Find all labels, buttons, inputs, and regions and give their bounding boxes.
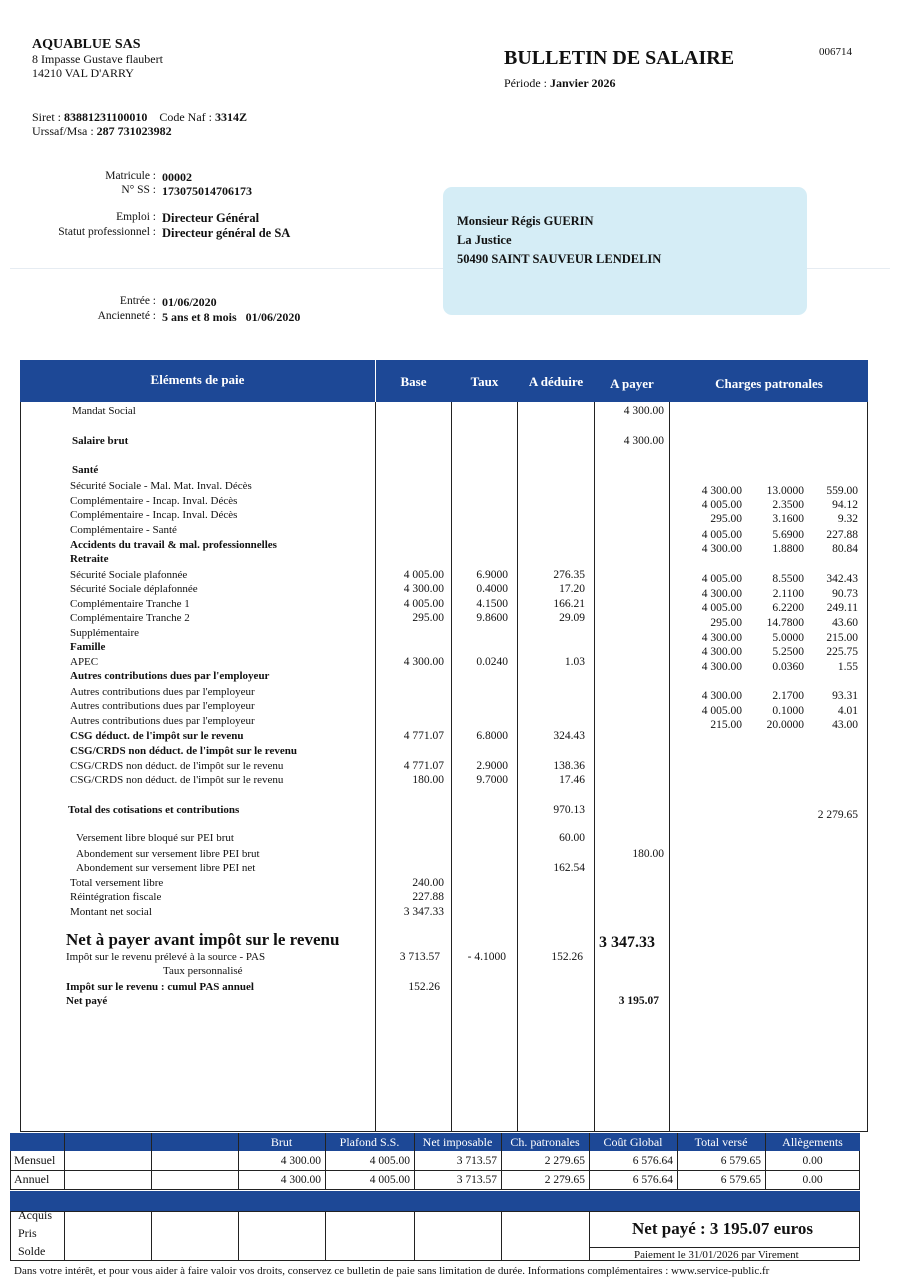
pay-row-payer: 180.00 — [632, 848, 664, 860]
charge-montant: 2 279.65 — [817, 809, 858, 821]
pay-row — [0, 435, 910, 450]
summary-header-cell: Allègements — [782, 1135, 843, 1149]
urssaf-label: Urssaf/Msa : — [32, 124, 94, 138]
pay-row-taux: 9.7000 — [476, 774, 508, 786]
pay-row-base: 180.00 — [412, 774, 444, 786]
pay-row-base: 4 300.00 — [403, 583, 444, 595]
pay-row-label: Supplémentaire — [70, 627, 140, 639]
pay-row-deduction: 17.20 — [559, 583, 585, 595]
pay-row-label: Complémentaire - Incap. Inval. Décès — [70, 495, 238, 507]
urssaf-value: 287 731023982 — [96, 124, 172, 138]
charge-montant: 342.43 — [826, 573, 858, 585]
pay-row-label: CSG/CRDS non déduct. de l'impôt sur le revenu — [70, 774, 284, 786]
summary-row-label: Mensuel — [14, 1153, 56, 1167]
pay-row-deduction: 1.03 — [564, 656, 585, 668]
pay-row-taux: 6.8000 — [476, 730, 508, 742]
pay-row — [0, 760, 910, 775]
pay-row — [0, 553, 910, 568]
pay-row-label: Accidents du travail & mal. professionnelles — [70, 539, 277, 551]
pay-row — [0, 862, 910, 877]
header-base: Base — [400, 374, 427, 389]
anciennete-duration: 5 ans et 8 mois — [162, 310, 237, 324]
siret-value: 83881231100010 — [64, 110, 148, 124]
header-charges: Charges patronales — [715, 376, 823, 391]
pay-row-deduction: 166.21 — [553, 598, 585, 610]
charge-montant: 94.12 — [832, 499, 858, 511]
employer-address1: 8 Impasse Gustave flaubert — [32, 52, 163, 66]
summary-cell: 4 300.00 — [280, 1155, 321, 1167]
net-paye-value: 3 195.07 — [618, 995, 659, 1007]
conges-divider — [151, 1211, 152, 1261]
charge-base: 4 300.00 — [701, 632, 742, 644]
pay-row-label: Santé — [72, 464, 99, 476]
pay-row-base: 3 347.33 — [403, 906, 444, 918]
pay-row-taux: 6.9000 — [476, 569, 508, 581]
conges-divider — [238, 1211, 239, 1261]
pay-row-label: Autres contributions dues par l'employeur — [70, 686, 255, 698]
pay-row — [0, 774, 910, 789]
summary-divider — [151, 1133, 152, 1190]
pay-row-base: 4 005.00 — [403, 598, 444, 610]
charge-montant: 225.75 — [826, 646, 858, 658]
summary-cell: 6 579.65 — [720, 1174, 761, 1186]
pay-row-label: Total versement libre — [70, 877, 164, 889]
pay-row-taux: 4.1500 — [476, 598, 508, 610]
pas-taux: - 4.1000 — [467, 951, 506, 963]
summary-header-cell: Plafond S.S. — [339, 1135, 400, 1149]
pay-row-deduction: 17.46 — [559, 774, 585, 786]
pay-row-label: Complémentaire Tranche 2 — [70, 612, 190, 624]
summary-row-divider — [10, 1170, 860, 1171]
conges-solde: Solde — [18, 1244, 46, 1258]
conges-acquis: Acquis — [18, 1208, 52, 1222]
charge-taux: 0.1000 — [772, 705, 804, 717]
summary-header-cell: Coût Global — [603, 1135, 663, 1149]
pay-row-label: CSG/CRDS non déduct. de l'impôt sur le revenu — [70, 760, 284, 772]
pay-row-label: Retraite — [70, 553, 109, 565]
pay-row — [0, 906, 910, 921]
pay-row-deduction: 138.36 — [553, 760, 585, 772]
summary-row-label: Annuel — [14, 1172, 50, 1186]
pay-row-label: Complémentaire - Santé — [70, 524, 177, 536]
pay-row-label: Sécurité Sociale - Mal. Mat. Inval. Décès — [70, 480, 252, 492]
charge-taux: 2.1100 — [772, 588, 804, 600]
charge-base: 215.00 — [710, 719, 742, 731]
charge-taux: 2.3500 — [772, 499, 804, 511]
cumul-base: 152.26 — [408, 981, 440, 993]
footer-note: Dans votre intérêt, et pour vous aider à faire valoir vos droits, conservez ce bulletin de paie sans limitation de durée. Informations complémentaires : www.service-public.fr — [14, 1265, 770, 1277]
employer-address2: 14210 VAL D'ARRY — [32, 66, 134, 80]
summary-header-cell: Total versé — [694, 1135, 748, 1149]
charge-montant: 1.55 — [837, 661, 858, 673]
conges-divider — [64, 1211, 65, 1261]
period-value: Janvier 2026 — [550, 76, 616, 90]
siret-label: Siret : — [32, 110, 61, 124]
conges-divider — [325, 1211, 326, 1261]
charge-taux: 8.5500 — [772, 573, 804, 585]
summary-cell: 3 713.57 — [456, 1174, 497, 1186]
header-payer: A payer — [610, 376, 654, 391]
recipient-line2: La Justice — [457, 233, 512, 247]
emploi-label: Emploi : — [116, 211, 156, 223]
pas-sublabel: Taux personnalisé — [163, 965, 243, 977]
anciennete-value — [162, 310, 300, 325]
recipient-name: Monsieur Régis GUERIN — [457, 214, 594, 228]
pay-row-label: Sécurité Sociale déplafonnée — [70, 583, 198, 595]
pay-row-label: Versement libre bloqué sur PEI brut — [76, 832, 234, 844]
matricule-label: Matricule : — [105, 170, 156, 182]
pay-row-label: Sécurité Sociale plafonnée — [70, 569, 188, 581]
charge-montant: 90.73 — [832, 588, 858, 600]
charge-taux: 5.0000 — [772, 632, 804, 644]
pay-row-label: Montant net social — [70, 906, 152, 918]
summary-header-cell: Net imposable — [422, 1135, 493, 1149]
matricule-value: 00002 — [162, 170, 192, 184]
pay-row-label: Autres contributions dues par l'employeur — [70, 715, 255, 727]
charge-montant: 80.84 — [832, 543, 858, 555]
charge-base: 4 300.00 — [701, 485, 742, 497]
conges-bar — [10, 1191, 860, 1211]
period — [504, 76, 615, 91]
summary-cell: 4 005.00 — [369, 1155, 410, 1167]
pay-row — [0, 670, 910, 685]
paiement-info: Paiement le 31/01/2026 par Virement — [634, 1249, 799, 1261]
charge-base: 4 005.00 — [701, 573, 742, 585]
pay-row-label: Autres contributions dues par l'employeur — [70, 700, 255, 712]
pay-row-label: Complémentaire Tranche 1 — [70, 598, 190, 610]
net-avant-impot-value: 3 347.33 — [599, 934, 655, 951]
summary-cell: 0.00 — [802, 1174, 823, 1186]
cumul-row — [0, 981, 910, 996]
pay-row — [0, 464, 910, 479]
pay-row-base: 4 300.00 — [403, 656, 444, 668]
charge-base: 4 300.00 — [701, 661, 742, 673]
charge-taux: 20.0000 — [766, 719, 804, 731]
pay-row-label: Abondement sur versement libre PEI brut — [76, 848, 260, 860]
charge-taux: 1.8800 — [772, 543, 804, 555]
pay-row-label: APEC — [70, 656, 99, 668]
summary-cell: 4 300.00 — [280, 1174, 321, 1186]
summary-cell: 3 713.57 — [456, 1155, 497, 1167]
period-label: Période : — [504, 76, 547, 90]
summary-cell: 2 279.65 — [544, 1155, 585, 1167]
summary-cell: 0.00 — [802, 1155, 823, 1167]
net-paye-final: Net payé : 3 195.07 euros — [632, 1219, 813, 1238]
anciennete-label: Ancienneté : — [97, 310, 156, 322]
charge-montant: 249.11 — [826, 602, 858, 614]
pay-row-taux: 0.0240 — [476, 656, 508, 668]
charge-montant: 215.00 — [826, 632, 858, 644]
charge-taux: 3.1600 — [772, 513, 804, 525]
charge-montant: 227.88 — [826, 529, 858, 541]
pay-row — [0, 405, 910, 420]
pas-label: Impôt sur le revenu prélevé à la source - PAS — [66, 951, 266, 963]
charge-base: 4 005.00 — [701, 602, 742, 614]
summary-header-cell: Brut — [270, 1135, 293, 1149]
pay-row-taux: 2.9000 — [476, 760, 508, 772]
header-elements: Eléments de paie — [150, 372, 245, 387]
summary-cell: 2 279.65 — [544, 1174, 585, 1186]
charge-taux: 14.7800 — [766, 617, 804, 629]
charge-taux: 0.0360 — [772, 661, 804, 673]
pay-row-label: CSG déduct. de l'impôt sur le revenu — [70, 730, 244, 742]
charge-montant: 43.00 — [832, 719, 858, 731]
pay-row-label: CSG/CRDS non déduct. de l'impôt sur le revenu — [70, 745, 297, 757]
emploi-value: Directeur Général — [162, 211, 260, 225]
charge-taux: 6.2200 — [772, 602, 804, 614]
pay-row-base: 4 771.07 — [403, 730, 444, 742]
pas-base: 3 713.57 — [399, 951, 440, 963]
conges-pris: Pris — [18, 1226, 37, 1240]
charge-montant: 4.01 — [837, 705, 858, 717]
pay-row-base: 4 771.07 — [403, 760, 444, 772]
pay-row-deduction: 60.00 — [559, 832, 585, 844]
charge-base: 4 300.00 — [701, 690, 742, 702]
charge-taux: 5.6900 — [772, 529, 804, 541]
pay-row-base: 227.88 — [412, 891, 444, 903]
summary-cell: 4 005.00 — [369, 1174, 410, 1186]
pay-row-payer: 4 300.00 — [623, 435, 664, 447]
pay-row-label: Autres contributions dues par l'employeur — [70, 670, 270, 682]
document-number: 006714 — [819, 46, 852, 58]
pas-ded: 152.26 — [551, 951, 583, 963]
charges-row — [0, 809, 910, 824]
pay-row — [0, 877, 910, 892]
pay-row-label: Total des cotisations et contributions — [68, 804, 240, 816]
entree-value: 01/06/2020 — [162, 295, 217, 309]
statut-value: Directeur général de SA — [162, 226, 291, 240]
summary-cell: 6 576.64 — [632, 1174, 673, 1186]
pay-row-deduction: 276.35 — [553, 569, 585, 581]
naf-value: 3314Z — [215, 110, 248, 124]
pay-row-taux: 0.4000 — [476, 583, 508, 595]
pay-row-label: Abondement sur versement libre PEI net — [76, 862, 256, 874]
conges-divider — [589, 1211, 590, 1261]
net-avant-impot-label: Net à payer avant impôt sur le revenu — [66, 930, 340, 949]
charge-montant: 559.00 — [826, 485, 858, 497]
charge-base: 295.00 — [710, 617, 742, 629]
charge-base: 4 300.00 — [701, 543, 742, 555]
pay-row-payer: 4 300.00 — [623, 405, 664, 417]
pay-row-deduction: 29.09 — [559, 612, 585, 624]
charge-montant: 43.60 — [832, 617, 858, 629]
recipient-box — [443, 187, 807, 315]
charge-base: 295.00 — [710, 513, 742, 525]
pay-row-base: 4 005.00 — [403, 569, 444, 581]
document-title: BULLETIN DE SALAIRE — [504, 47, 735, 69]
pay-row — [0, 832, 910, 847]
urssaf-line — [32, 124, 172, 139]
siret-line — [32, 110, 247, 125]
net-paye-underline — [590, 1247, 860, 1248]
anciennete-date: 01/06/2020 — [245, 310, 301, 324]
net-paye-row — [0, 995, 910, 1010]
charge-montant: 93.31 — [832, 690, 858, 702]
pay-row-deduction: 970.13 — [553, 804, 585, 816]
summary-cell: 6 576.64 — [632, 1155, 673, 1167]
statut-label: Statut professionnel : — [58, 226, 156, 238]
net-paye-label: Net payé — [66, 995, 108, 1007]
charge-taux: 5.2500 — [772, 646, 804, 658]
header-taux: Taux — [470, 374, 499, 389]
pay-row-deduction: 162.54 — [553, 862, 585, 874]
charge-taux: 13.0000 — [766, 485, 804, 497]
pay-row-label: Réintégration fiscale — [70, 891, 162, 903]
conges-divider — [414, 1211, 415, 1261]
header-deduire: A déduire — [528, 374, 584, 389]
pay-row-label: Complémentaire - Incap. Inval. Décès — [70, 509, 238, 521]
charge-base: 4 300.00 — [701, 588, 742, 600]
ss-label: N° SS : — [121, 184, 156, 196]
pay-row-base: 240.00 — [412, 877, 444, 889]
pas-row — [0, 951, 910, 966]
pay-row-base: 295.00 — [412, 612, 444, 624]
naf-label: Code Naf : — [159, 110, 212, 124]
cumul-label: Impôt sur le revenu : cumul PAS annuel — [66, 981, 254, 993]
charge-base: 4 005.00 — [701, 705, 742, 717]
pay-row-deduction: 324.43 — [553, 730, 585, 742]
pay-row-label: Salaire brut — [72, 435, 129, 447]
employer-name: AQUABLUE SAS — [32, 37, 141, 52]
pay-row — [0, 730, 910, 745]
pay-row — [0, 891, 910, 906]
entree-label: Entrée : — [119, 295, 156, 307]
pay-row-label: Famille — [70, 641, 106, 653]
pay-row-label: Mandat Social — [72, 405, 136, 417]
conges-divider — [501, 1211, 502, 1261]
recipient-line3: 50490 SAINT SAUVEUR LENDELIN — [457, 252, 662, 266]
charge-base: 4 005.00 — [701, 499, 742, 511]
charge-montant: 9.32 — [837, 513, 858, 525]
summary-header-cell: Ch. patronales — [510, 1135, 580, 1149]
ss-value: 173075014706173 — [162, 184, 252, 198]
pay-row-taux: 9.8600 — [476, 612, 508, 624]
summary-cell: 6 579.65 — [720, 1155, 761, 1167]
summary-divider — [64, 1133, 65, 1190]
charge-taux: 2.1700 — [772, 690, 804, 702]
charge-base: 4 300.00 — [701, 646, 742, 658]
pay-row — [0, 848, 910, 863]
pay-row — [0, 745, 910, 760]
charge-base: 4 005.00 — [701, 529, 742, 541]
